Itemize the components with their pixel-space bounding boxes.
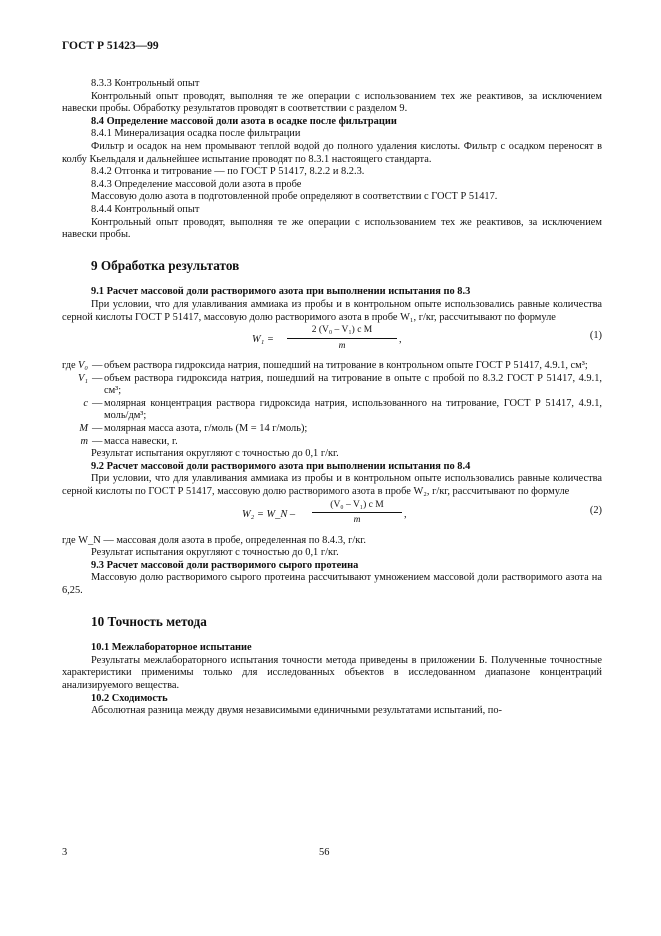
legend-symbol: M <box>79 423 88 435</box>
page-body <box>62 78 602 718</box>
subsection-8-4-3: 8.4.3 Определение массовой доли азота в пробе <box>91 178 302 190</box>
subsection-9-3: 9.3 Расчет массовой доли растворимого сырого протеина <box>91 559 359 571</box>
formula-number: (2) <box>589 504 602 516</box>
paragraph: Результат испытания округляют с точностью до 0,1 г/кг. <box>91 547 339 559</box>
legend-2: где W_N — массовая доля азота в пробе, определенная по 8.4.3, г/кг. <box>62 534 366 546</box>
subsection-9-1: 9.1 Расчет массовой доли растворимого азота при выполнении испытания по 8.3 <box>91 286 471 298</box>
subsection-9-2: 9.2 Расчет массовой доли растворимого азота при выполнении испытания по 8.4 <box>91 460 471 472</box>
subsection-8-4-4: 8.4.4 Контрольный опыт <box>91 203 200 215</box>
formula-lhs: W₂ = W_N – <box>242 508 296 520</box>
formula-denominator: m <box>338 340 346 351</box>
formula-1 <box>62 324 602 360</box>
paragraph: Абсолютная разница между двумя независимыми единичными результатами испытаний, по- <box>91 705 503 717</box>
paragraph: Контрольный опыт проводят, выполняя те же операции с использованием тех же реактивов, за исключением навески пробы. Обработку результатов проводят в соответствии с разделом 9. <box>62 90 602 115</box>
subsection-8-4-2: 8.4.2 Отгонка и титрование — по ГОСТ Р 51417, 8.2.2 и 8.2.3. <box>91 166 365 178</box>
legend-text: молярная масса азота, г/моль (M = 14 г/моль); <box>104 423 308 435</box>
formula-fraction <box>287 324 397 352</box>
section-heading-10: 10 Точность метода <box>91 613 207 629</box>
paragraph: Результат испытания округляют с точностью до 0,1 г/кг. <box>91 448 339 460</box>
subsection-8-4-1: 8.4.1 Минерализация осадка после фильтрации <box>91 128 301 140</box>
paragraph: При условии, что для улавливания аммиака из пробы и в контрольном опыте использовались равные количества серной кислоты по ГОСТ Р 51417, массовую долю растворимого азота в пробе W₂, г/кг, рассчитывают по формуле <box>62 473 602 498</box>
section-heading-9: 9 Обработка результатов <box>91 257 240 273</box>
legend-text: молярная концентрация раствора гидроксида натрия, использованного на титрование, ГОСТ Р 51417, 4.9.1, моль/дм³; <box>104 397 602 422</box>
formula-lhs: W₁ = <box>252 334 274 346</box>
legend-text: объем раствора гидроксида натрия, пошедший на титрование в опыте с пробой по 8.3.2 ГОСТ Р 51417, 4.9.1, см³; <box>104 372 602 397</box>
paragraph: Фильтр и осадок на нем промывают теплой водой до полного удаления кислоты. Фильтр с осадком переносят в колбу Кьельдаля и дальнейшее испытание проводят по 8.3.1 настоящего стандарта. <box>62 140 602 165</box>
legend-text: масса навески, г. <box>104 435 178 447</box>
paragraph: Результаты межлабораторного испытания точности метода приведены в приложении Б. Полученные точностные характеристики применимы только для исследованных объектов в исследованном диапазоне концентраций анализируемого вещества. <box>62 654 602 691</box>
page-number-center: 56 <box>319 847 330 858</box>
legend-symbol: m <box>80 435 88 447</box>
legend-lead: где <box>62 360 76 372</box>
paragraph: Контрольный опыт проводят, выполняя те же операции с использованием тех же реактивов, за исключением навески пробы. <box>62 216 602 241</box>
page-number-left: 3 <box>62 847 68 858</box>
formula-numerator: (V₀ – V₁) c M <box>312 499 402 514</box>
legend-symbol: c <box>83 397 88 409</box>
paragraph: Массовую долю азота в подготовленной пробе определяют в соответствии с ГОСТ Р 51417. <box>91 191 498 203</box>
formula-2 <box>62 499 602 535</box>
legend-1: где V₀ — объем раствора гидроксида натрия, пошедший на титрование в контрольном опыте ГОСТ Р 51417, 4.9.1, см³; V₁ — объем раствора гидроксида натрия, пошедший на титрование в опыте с пробой по 8.3.2 ГОСТ Р 51417, 4.9.1, см³; c — молярная концентрация раствора гидроксида натрия, использованного на титрование, ГОСТ Р 51417, 4.9.1, моль/дм³; M — молярная масса азота, г/моль (M = 14 г/моль); m — масса навески, г. <box>62 360 602 447</box>
formula-denominator: m <box>353 515 361 526</box>
legend-text: объем раствора гидроксида натрия, пошедший на титрование в контрольном опыте ГОСТ Р 51417, 4.9.1, см³; <box>104 360 588 372</box>
paragraph: Массовую долю растворимого сырого протеина рассчитывают умножением массовой доли растворимого азота на 6,25. <box>62 572 602 596</box>
paragraph: При условии, что для улавливания аммиака из пробы и в контрольном опыте использовались равные количества серной кислоты ГОСТ Р 51417, массовую долю растворимого азота в пробе W₁, г/кг, рассчитывают по формуле <box>62 298 602 323</box>
legend-symbol: V₀ <box>78 360 88 372</box>
formula-number: (1) <box>589 330 602 342</box>
formula-fraction <box>312 499 402 527</box>
formula-numerator: 2 (V₀ – V₁) c M <box>287 324 397 339</box>
document-header: ГОСТ Р 51423—99 <box>62 40 159 52</box>
subsection-10-2: 10.2 Сходимость <box>91 692 168 704</box>
formula-tail: , <box>404 508 407 520</box>
subsection-8-3-3: 8.3.3 Контрольный опыт <box>91 78 200 89</box>
formula-tail: , <box>399 334 402 346</box>
legend-symbol: V₁ <box>78 372 88 384</box>
subsection-8-4: 8.4 Определение массовой доли азота в осадке после фильтрации <box>91 115 397 127</box>
subsection-10-1: 10.1 Межлабораторное испытание <box>91 642 252 654</box>
